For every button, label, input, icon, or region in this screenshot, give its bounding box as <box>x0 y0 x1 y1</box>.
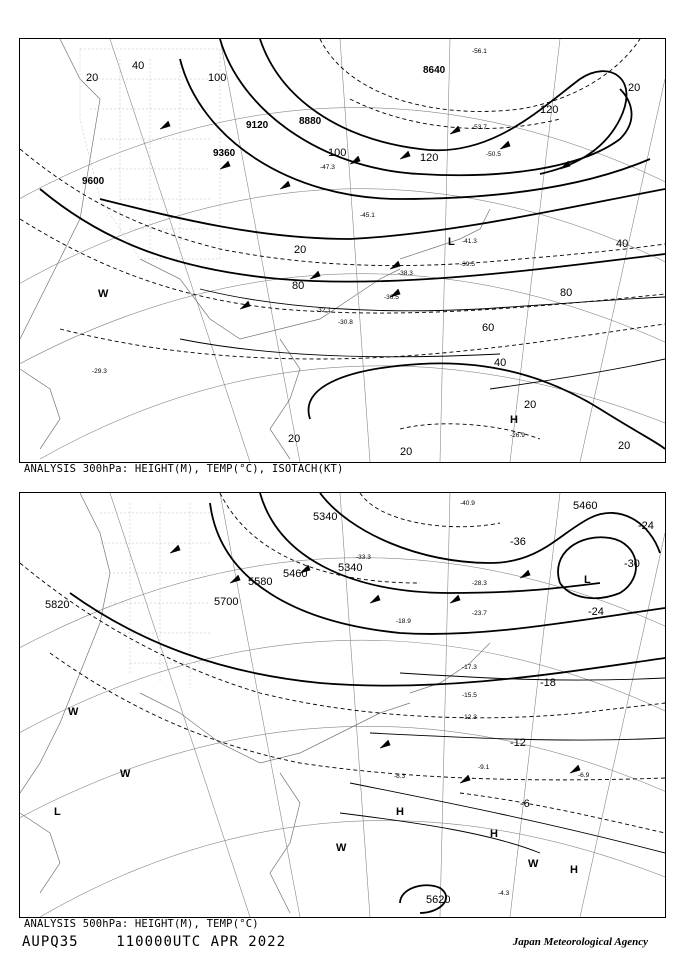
temp-contour-label-30: -30 <box>624 558 640 570</box>
high-pressure-symbol-1: H <box>396 806 404 818</box>
high-pressure-symbol-3: H <box>570 864 578 876</box>
map-500hpa-svg <box>20 493 665 917</box>
height-label-5460b: 5460 <box>283 568 308 580</box>
isotach-label-80c: 80 <box>560 287 573 299</box>
temp-contour-label-18: -18 <box>540 677 556 689</box>
isotach-label-40b: 40 <box>616 238 629 250</box>
temperature-contour-labels <box>510 520 654 810</box>
isotach-label-20d: 20 <box>524 399 537 411</box>
shaded-region <box>100 503 210 688</box>
graticule <box>20 39 665 462</box>
temp-sample-12: -29.3 <box>92 368 107 375</box>
isotach-label-120b: 120 <box>540 104 559 116</box>
temp-sample-5: -45.1 <box>360 212 375 219</box>
temp-sample-9: -36.5 <box>384 294 399 301</box>
temp-sample-5: -18.9 <box>396 618 411 625</box>
caption-500hpa: ANALYSIS 500hPa: HEIGHT(M), TEMP(°C) <box>24 918 259 930</box>
isotach-label-40a: 40 <box>132 60 145 72</box>
warm-symbol-3: W <box>336 842 347 854</box>
height-label-5340: 5340 <box>338 562 363 574</box>
temp-sample-11: -6.9 <box>578 772 590 779</box>
temp-sample-9: -9.1 <box>478 764 490 771</box>
high-pressure-symbol: H <box>510 414 518 426</box>
temp-sample-4: -23.7 <box>472 610 487 617</box>
coastline <box>20 493 490 913</box>
high-pressure-symbol-2: H <box>490 828 498 840</box>
temp-sample-2: -53.7 <box>472 124 487 131</box>
height-label-5620: 5620 <box>426 894 451 906</box>
height-labels <box>82 65 446 187</box>
temp-sample-3: -50.5 <box>486 151 501 158</box>
height-label-5340b: 5340 <box>313 511 338 523</box>
pressure-symbols <box>54 574 591 876</box>
warm-symbol-1: W <box>68 706 79 718</box>
warm-symbol-4: W <box>528 858 539 870</box>
height-label-5820a: 5820 <box>45 599 70 611</box>
isotach-label-20f: 20 <box>400 446 413 458</box>
temp-sample-1: -40.9 <box>460 500 475 507</box>
temp-sample-8: -38.3 <box>398 270 413 277</box>
temp-sample-6: -41.3 <box>462 238 477 245</box>
temp-sample-11: -30.8 <box>338 319 353 326</box>
height-label-5460a: 5460 <box>573 500 598 512</box>
isotach-label-80a: 100 <box>208 72 227 84</box>
isotach-lines <box>180 289 665 389</box>
temp-sample-12: -4.3 <box>498 890 510 897</box>
low-pressure-symbol: L <box>448 236 455 248</box>
temp-sample-6: -17.3 <box>462 664 477 671</box>
isotach-label-100: 100 <box>328 147 347 159</box>
warm-symbol-2: W <box>120 768 131 780</box>
temp-contour-label-24: -24 <box>588 606 604 618</box>
temp-sample-4: -47.3 <box>320 164 335 171</box>
temp-sample-7: -15.5 <box>462 692 477 699</box>
temp-sample-10: -32.1 <box>316 307 331 314</box>
height-label-9120: 9120 <box>246 120 269 131</box>
temperature-samples <box>356 500 590 897</box>
height-label-9360: 9360 <box>213 148 236 159</box>
temp-contour-label-36: -36 <box>510 536 526 548</box>
temperature-solid-lines <box>340 673 665 853</box>
temp-contour-label-24b: -24 <box>638 520 654 532</box>
temp-sample-3: -28.3 <box>472 580 487 587</box>
temp-sample-10: -8.3 <box>394 773 406 780</box>
analysis-300hpa-map <box>19 38 666 463</box>
warm-symbol: W <box>98 288 109 300</box>
temp-sample-2: -33.3 <box>356 554 371 561</box>
isotach-label-80b: 80 <box>292 280 305 292</box>
chart-identifier <box>22 934 286 950</box>
temp-sample-1: -56.1 <box>472 48 487 55</box>
isotach-label-40c: 40 <box>494 357 507 369</box>
height-label-8640: 8640 <box>423 65 446 76</box>
height-label-5580: 5580 <box>248 576 273 588</box>
height-label-5700: 5700 <box>214 596 239 608</box>
isotach-label-20c: 20 <box>294 244 307 256</box>
temp-sample-8: -12.3 <box>462 714 477 721</box>
coastline <box>20 39 490 459</box>
isotach-label-20b: 20 <box>628 82 641 94</box>
agency-name: Japan Meteorological Agency <box>512 936 648 948</box>
isotach-label-20g: 20 <box>618 440 631 452</box>
chart-timestamp: 110000UTC APR 2022 <box>116 934 287 950</box>
temp-contour-label-12: -12 <box>510 737 526 749</box>
low-pressure-symbol-2: L <box>54 806 61 818</box>
map-300hpa-svg <box>20 39 665 462</box>
isotach-label-120: 120 <box>420 152 439 164</box>
analysis-500hpa-map <box>19 492 666 918</box>
chart-code: AUPQ35 <box>22 934 79 950</box>
height-label-8880: 8880 <box>299 116 322 127</box>
low-pressure-symbol-1: L <box>584 574 591 586</box>
temp-sample-13: -26.9 <box>510 432 525 439</box>
temp-sample-7: -39.5 <box>460 261 475 268</box>
isotach-label-20e: 20 <box>288 433 301 445</box>
pressure-symbols <box>98 236 518 426</box>
shaded-region <box>80 49 220 259</box>
caption-300hpa: ANALYSIS 300hPa: HEIGHT(M), TEMP(°C), ISOTACH(KT) <box>24 463 344 475</box>
height-label-9600: 9600 <box>82 176 105 187</box>
temp-contour-label-6: -6 <box>520 798 530 810</box>
isotach-label-60: 60 <box>482 322 495 334</box>
temperature-contours <box>20 493 665 833</box>
isotach-label-20a: 20 <box>86 72 99 84</box>
